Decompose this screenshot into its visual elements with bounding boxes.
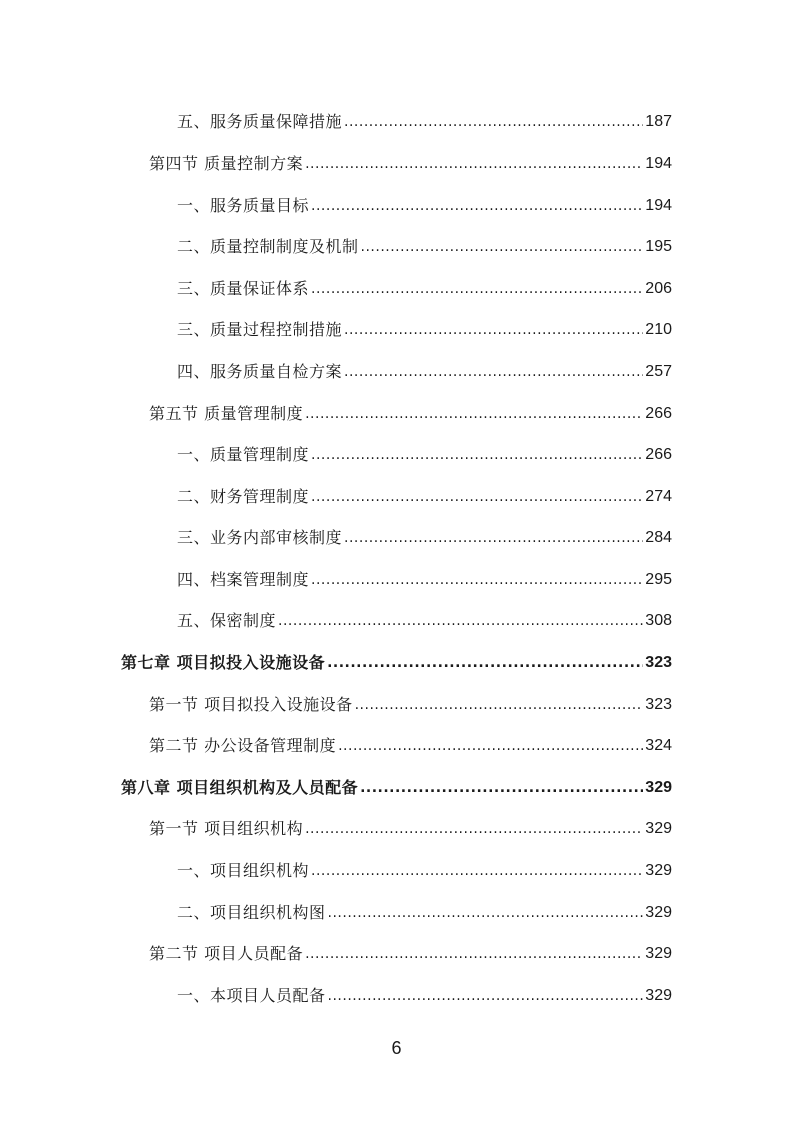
toc-entry[interactable] (177, 560, 672, 590)
dot-leader (328, 986, 644, 1006)
toc-entry-title: 三、业务内部审核制度 (177, 528, 343, 547)
dot-leader (311, 861, 643, 881)
toc-entry-title: 三、质量保证体系 (177, 279, 310, 298)
dot-leader (344, 320, 643, 340)
dot-leader (360, 778, 643, 798)
toc-entry-page: 194 (645, 197, 672, 214)
dot-leader (311, 445, 643, 465)
toc-entry-title: 四、服务质量自检方案 (177, 362, 343, 381)
toc-entry-title: 第二节 项目人员配备 (149, 944, 304, 963)
toc-entry[interactable] (177, 518, 672, 548)
toc-entry[interactable] (149, 934, 672, 964)
dot-leader (305, 154, 643, 174)
toc-entry[interactable] (149, 144, 672, 174)
toc-entry-title: 二、项目组织机构图 (177, 903, 326, 922)
toc-entry[interactable] (177, 893, 672, 923)
toc-entry-page: 284 (645, 529, 672, 546)
toc-entry[interactable] (177, 352, 672, 382)
toc-entry-page: 187 (645, 113, 672, 130)
toc-entry-page: 308 (645, 612, 672, 629)
dot-leader (344, 362, 643, 382)
toc-entry-title: 第四节 质量控制方案 (149, 154, 304, 173)
toc-entry-page: 324 (645, 737, 672, 754)
toc-entry-page: 210 (645, 321, 672, 338)
dot-leader (305, 404, 643, 424)
toc-entry-page: 206 (645, 280, 672, 297)
toc-entry[interactable] (177, 102, 672, 132)
toc-entry-page: 195 (645, 238, 672, 255)
toc-entry-title: 一、服务质量目标 (177, 196, 310, 215)
dot-leader (311, 570, 643, 590)
toc-entry[interactable] (149, 809, 672, 839)
dot-leader (361, 237, 644, 257)
toc-entry-title: 第七章 项目拟投入设施设备 (121, 653, 326, 672)
toc-entry-page: 266 (645, 446, 672, 463)
toc-entry-page: 329 (645, 945, 672, 962)
dot-leader (311, 279, 643, 299)
toc-entry-title: 五、保密制度 (177, 611, 277, 630)
toc-entry[interactable] (149, 394, 672, 424)
toc-entry-title: 第二节 办公设备管理制度 (149, 736, 337, 755)
toc-entry-page: 329 (645, 779, 672, 796)
toc-entry[interactable] (177, 435, 672, 465)
toc-entry-title: 一、本项目人员配备 (177, 986, 326, 1005)
toc-entry[interactable] (177, 310, 672, 340)
toc-entry-page: 266 (645, 405, 672, 422)
dot-leader (338, 736, 643, 756)
toc-entry[interactable] (177, 851, 672, 881)
toc-entry-title: 二、财务管理制度 (177, 487, 310, 506)
page-number: 6 (391, 1038, 402, 1058)
toc-entry-page: 323 (645, 654, 672, 671)
dot-leader (344, 112, 643, 132)
toc-entry-page: 329 (645, 862, 672, 879)
dot-leader (328, 903, 644, 923)
toc-entry[interactable] (177, 976, 672, 1006)
dot-leader (305, 819, 643, 839)
toc-entry-title: 五、服务质量保障措施 (177, 112, 343, 131)
toc-entry-title: 第八章 项目组织机构及人员配备 (121, 778, 359, 797)
toc-entry-page: 329 (645, 987, 672, 1004)
toc-entry[interactable] (177, 186, 672, 216)
dot-leader (311, 487, 643, 507)
toc-entry-title: 第五节 质量管理制度 (149, 404, 304, 423)
dot-leader (327, 653, 643, 673)
toc-entry-title: 二、质量控制制度及机制 (177, 237, 359, 256)
toc-entry-title: 一、质量管理制度 (177, 445, 310, 464)
toc-entry-page: 323 (645, 696, 672, 713)
toc-entry[interactable] (177, 477, 672, 507)
toc-entry-page: 329 (645, 904, 672, 921)
toc-entry[interactable] (149, 685, 672, 715)
toc-entry[interactable] (177, 227, 672, 257)
toc-entry-title: 四、档案管理制度 (177, 570, 310, 589)
toc-entry-title: 第一节 项目组织机构 (149, 819, 304, 838)
toc-entry-title: 第一节 项目拟投入设施设备 (149, 695, 353, 714)
toc-entry[interactable] (149, 726, 672, 756)
dot-leader (278, 611, 643, 631)
toc-entry-title: 三、质量过程控制措施 (177, 320, 343, 339)
dot-leader (355, 695, 644, 715)
toc-chapter-entry[interactable] (121, 768, 672, 798)
toc-entry-page: 329 (645, 820, 672, 837)
toc-entry-page: 194 (645, 155, 672, 172)
toc-entry-title: 一、项目组织机构 (177, 861, 310, 880)
dot-leader (344, 528, 643, 548)
toc-entry[interactable] (177, 601, 672, 631)
toc-chapter-entry[interactable] (121, 643, 672, 673)
dot-leader (305, 944, 643, 964)
toc-entry-page: 274 (645, 488, 672, 505)
dot-leader (311, 196, 643, 216)
toc-entry-page: 257 (645, 363, 672, 380)
toc-entry[interactable] (177, 269, 672, 299)
toc-entry-page: 295 (645, 571, 672, 588)
